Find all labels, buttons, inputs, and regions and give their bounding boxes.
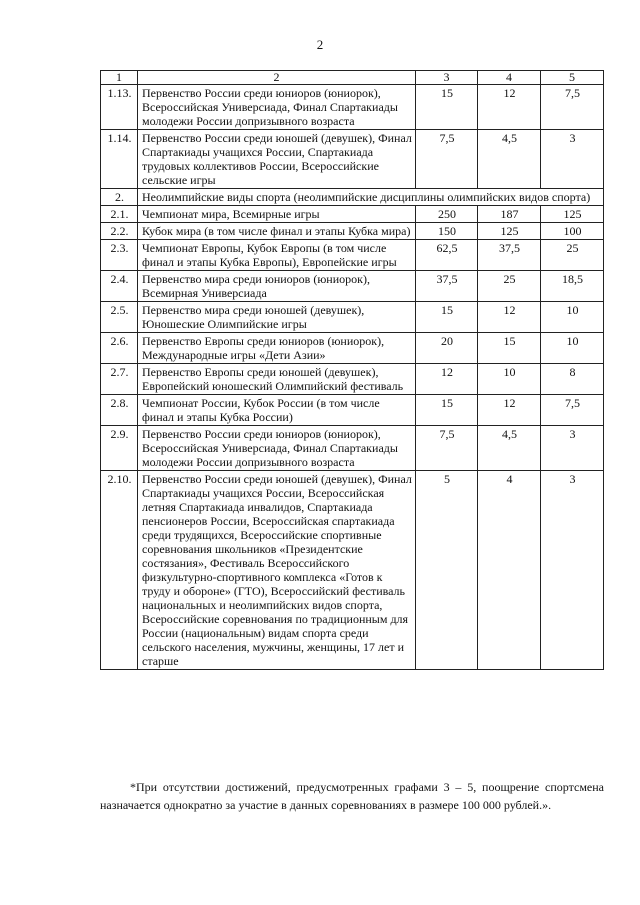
competition-name: Чемпионат Европы, Кубок Европы (в том числе финал и этапы Кубка Европы), Европейские игры [138,240,416,271]
value-col3: 62,5 [416,240,478,271]
value-col5: 7,5 [541,85,604,130]
value-col4: 10 [478,364,541,395]
awards-table [100,70,604,670]
value-col3: 37,5 [416,271,478,302]
value-col4: 15 [478,333,541,364]
value-col4: 37,5 [478,240,541,271]
table-row [101,223,604,240]
row-number: 2.1. [101,206,138,223]
row-number: 2.6. [101,333,138,364]
competition-name: Чемпионат России, Кубок России (в том числе финал и этапы Кубка России) [138,395,416,426]
row-number: 2.2. [101,223,138,240]
table-row [101,471,604,670]
value-col3: 7,5 [416,426,478,471]
column-header: 2 [138,71,416,85]
table-row [101,271,604,302]
table-row [101,206,604,223]
table-row [101,85,604,130]
value-col5: 10 [541,333,604,364]
competition-name: Кубок мира (в том числе финал и этапы Кубка мира) [138,223,416,240]
row-number: 1.14. [101,130,138,189]
competition-name: Первенство Европы среди юниоров (юниорок), Международные игры «Дети Азии» [138,333,416,364]
value-col4: 12 [478,302,541,333]
competition-name: Первенство России среди юношей (девушек), Финал Спартакиады учащихся России, Всероссийская летняя Спартакиада инвалидов, Спартакиада пенсионеров России, Всероссийская спартакиада среди трудящихся, Всероссийские спортивные соревнования школьников «Президентские состязания», Фестиваль Всероссийского физкультурно-спортивного комплекса «Готов к труду и обороне» (ГТО), Всероссийский фестиваль национальных и неолимпийских видов спорта, Всероссийские соревнования по традиционным для России (национальным) видам спорта среди сельского населения, мужчины, женщины, 17 лет и старше [138,471,416,670]
table-header-row [101,71,604,85]
value-col4: 125 [478,223,541,240]
value-col3: 7,5 [416,130,478,189]
value-col3: 20 [416,333,478,364]
competition-name: Первенство мира среди юношей (девушек), Юношеские Олимпийские игры [138,302,416,333]
value-col5: 10 [541,302,604,333]
competition-name: Первенство мира среди юниоров (юниорок), Всемирная Универсиада [138,271,416,302]
competition-name: Первенство России среди юниоров (юниорок), Всероссийская Универсиада, Финал Спартакиады молодежи России допризывного возраста [138,426,416,471]
table-row [101,130,604,189]
value-col3: 5 [416,471,478,670]
value-col5: 3 [541,471,604,670]
value-col4: 187 [478,206,541,223]
value-col5: 7,5 [541,395,604,426]
column-header: 4 [478,71,541,85]
value-col4: 4 [478,471,541,670]
value-col3: 12 [416,364,478,395]
row-number: 1.13. [101,85,138,130]
value-col4: 4,5 [478,130,541,189]
value-col3: 150 [416,223,478,240]
value-col3: 15 [416,302,478,333]
table-row [101,395,604,426]
value-col4: 25 [478,271,541,302]
table-row [101,240,604,271]
row-number: 2.8. [101,395,138,426]
value-col4: 12 [478,395,541,426]
value-col4: 12 [478,85,541,130]
competition-name: Первенство России среди юниоров (юниорок), Всероссийская Универсиада, Финал Спартакиады молодежи России допризывного возраста [138,85,416,130]
page-number: 2 [316,37,324,52]
competition-name: Первенство России среди юношей (девушек), Финал Спартакиады учащихся России, Спартакиада трудовых коллективов России, Всероссийские сельские игры [138,130,416,189]
column-header: 3 [416,71,478,85]
table-row [101,333,604,364]
table-row [101,302,604,333]
column-header: 5 [541,71,604,85]
value-col5: 3 [541,426,604,471]
value-col3: 250 [416,206,478,223]
column-header: 1 [101,71,138,85]
row-number: 2.9. [101,426,138,471]
table-row [101,426,604,471]
value-col4: 4,5 [478,426,541,471]
value-col3: 15 [416,395,478,426]
value-col3: 15 [416,85,478,130]
footnote: *При отсутствии достижений, предусмотренных графами 3 – 5, поощрение спортсмена назначается однократно за участие в данных соревнованиях в размере 100 000 рублей.». [100,780,604,812]
value-col5: 18,5 [541,271,604,302]
value-col5: 8 [541,364,604,395]
competition-name: Чемпионат мира, Всемирные игры [138,206,416,223]
section-row [101,189,604,206]
competition-name: Первенство Европы среди юношей (девушек), Европейский юношеский Олимпийский фестиваль [138,364,416,395]
row-number: 2.3. [101,240,138,271]
row-number: 2.5. [101,302,138,333]
table-row [101,364,604,395]
row-number: 2.4. [101,271,138,302]
value-col5: 25 [541,240,604,271]
section-title: Неолимпийские виды спорта (неолимпийские дисциплины олимпийских видов спорта) [138,189,604,206]
row-number: 2.7. [101,364,138,395]
value-col5: 3 [541,130,604,189]
value-col5: 100 [541,223,604,240]
section-number: 2. [101,189,138,206]
row-number: 2.10. [101,471,138,670]
value-col5: 125 [541,206,604,223]
